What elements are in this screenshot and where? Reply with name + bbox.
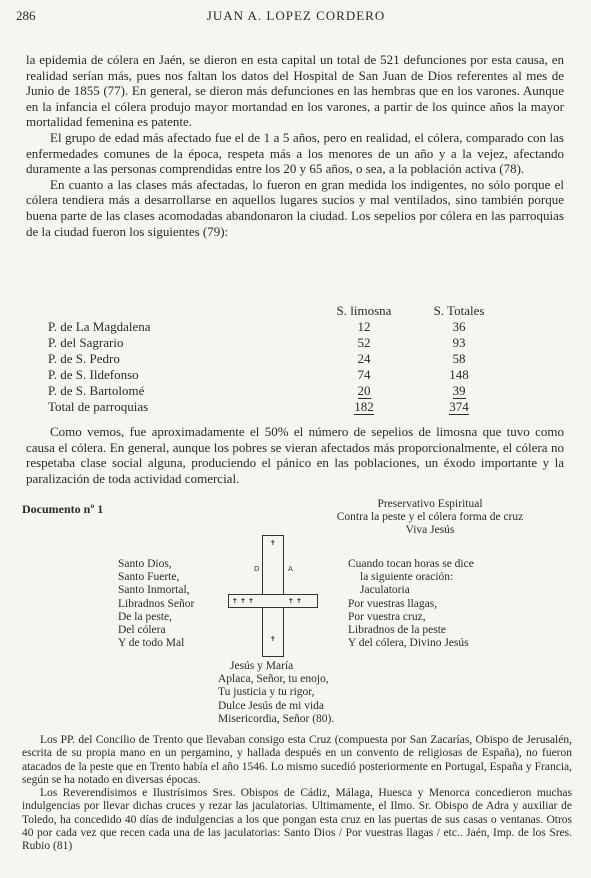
document-label: Documento nº 1 bbox=[22, 502, 104, 516]
table-cell: 52 bbox=[357, 335, 371, 350]
cross-icon: ✝ D A ✝ ✝ ✝ ✝ ✝ ✝ bbox=[228, 535, 318, 657]
paragraph-1: la epidemia de cólera en Jaén, se dieron en esta capital un total de 521 defunciones por esta causa, en realidad serían más, pues nos faltan los datos del Hospital de San Juan de Dios referentes al mes de Junio de 1855 (77). En general, se dieron más defunciones en las hembras que en los varones. Aunque en la infancia el cólera produjo mayor mortandad en los varones, a partir de los quince años la mayor mortalidad femenina es patente. bbox=[26, 52, 564, 130]
prayer-line: Santo Fuerte, bbox=[118, 571, 180, 584]
table-cell: 374 bbox=[449, 399, 469, 414]
body-text-after-table bbox=[26, 424, 564, 486]
paragraph-4: Como vemos, fue aproximadamente el 50% el número de sepelios de limosna que tuvo como causa el cólera. En general, aunque los pobres se vieran afectados más proporcionalmente, el cólera no respetaba clase social alguna, produciendo el pánico en las poblaciones, un éxodo importante y la paralización de toda actividad comercial. bbox=[26, 424, 564, 486]
table-cell: P. de La Magdalena bbox=[48, 319, 151, 334]
table-row bbox=[48, 335, 494, 351]
table-cell: 74 bbox=[357, 367, 371, 382]
table-cell: Total de parroquias bbox=[48, 399, 149, 414]
right-prayer bbox=[348, 558, 568, 650]
note-paragraph: Los Reverendísimos e Ilustrísimos Sres. Obispos de Cádiz, Málaga, Huesca y Menorca concedieron muchas indulgencias por llevar dichas cruces y rezar las jaculatorias. Ultimamente, el Ilmo. Sr. Obispo de Adra y auxiliar de Toledo, ha concedido 40 días de indulgencias a los que pongan esta cruz en las puertas de sus casas o ventanas. Otros 40 por cada vez que recen cada una de las jaculatorias: Santo Dios / Por vuestras llagas / etc.. Jaén, Imp. de los Sres. Rubio (81) bbox=[22, 787, 572, 853]
table-cell: 24 bbox=[357, 351, 371, 366]
prayer-line: Libradnos de la peste bbox=[348, 624, 447, 637]
table-header-row bbox=[48, 303, 494, 319]
document-title-line: Viva Jesús bbox=[405, 524, 455, 537]
table-cell: 36 bbox=[452, 319, 466, 334]
paragraph-3: En cuanto a las clases más afectadas, lo fueron en gran medida los indigentes, no sólo porque el cólera tendiera más a desarrollarse en aquellos lugares sucios y mal ventilados, sino también porque buena parte de las clases acomodadas abandonaron la ciudad. Los sepelios por cólera en las parroquias de la ciudad fueron los siguientes (79): bbox=[26, 176, 564, 239]
prayer-line: Dulce Jesús de mi vida bbox=[218, 699, 325, 712]
table-cell: 58 bbox=[452, 351, 466, 366]
table-cell: 182 bbox=[354, 399, 374, 414]
parish-burials-table bbox=[48, 303, 494, 415]
table-cell: 148 bbox=[449, 367, 469, 382]
prayer-line: Aplaca, Señor, tu enojo, bbox=[218, 673, 329, 686]
table-cell: 39 bbox=[452, 383, 466, 398]
table-header-cell: S. Totales bbox=[433, 303, 485, 318]
table-cell: 93 bbox=[452, 335, 466, 350]
table-cell: P. de S. Bartolomé bbox=[48, 383, 145, 398]
paragraph-2: El grupo de edad más afectado fue el de 1 a 5 años, pero en realidad, el cólera, comparado con las enfermedades comunes de la época, respeta más a los menores de un año y a la vejez, afectando duramente a las personas comprendidas entre los 20 y 65 años, o sea, a la población activa (78). bbox=[26, 129, 564, 177]
bottom-prayer bbox=[218, 660, 398, 726]
prayer-line: Santo Dios, bbox=[118, 558, 172, 570]
document-title-line: Preservativo Espiritual bbox=[377, 498, 483, 510]
table-header-cell: S. limosna bbox=[336, 303, 392, 318]
prayer-line: Santo Inmortal, bbox=[118, 584, 190, 597]
prayer-line: Jaculatoria bbox=[360, 584, 410, 597]
table-cell: P. del Sagrario bbox=[48, 335, 124, 350]
prayer-line: Misericordia, Señor (80). bbox=[218, 712, 335, 725]
table-cell: P. de S. Pedro bbox=[48, 351, 120, 366]
prayer-line: Y de todo Mal bbox=[118, 637, 185, 650]
prayer-line: Y del cólera, Divino Jesús bbox=[348, 637, 469, 650]
body-text bbox=[26, 52, 564, 239]
prayer-line: De la peste, bbox=[118, 610, 172, 623]
prayer-line: la siguiente oración: bbox=[360, 571, 454, 584]
prayer-line: Del cólera bbox=[118, 624, 166, 637]
table-cell: P. de S. Ildefonso bbox=[48, 367, 139, 382]
table-cell: 20 bbox=[357, 383, 371, 398]
document-title-line: Contra la peste y el cólera forma de cruz bbox=[336, 511, 524, 524]
prayer-line: Por vuestra cruz, bbox=[348, 610, 426, 623]
note-paragraph: Los PP. del Concilio de Trento que llevaban consigo esta Cruz (compuesta por San Zacarías, Obispo de Jerusalén, escrita de su propia mano en un pergamino, y hallada después en un convento de religiosas de España), no fueron atacados de la peste que en Trento había el año 1546. Lo mismo sucedió posteriormente en Portugal, España y Francia, según se ha notado en diversas épocas. bbox=[22, 734, 572, 786]
running-head: JUAN A. LOPEZ CORDERO bbox=[206, 8, 386, 23]
page-number: 286 bbox=[16, 8, 36, 23]
table-row bbox=[48, 319, 494, 335]
table-header-cell bbox=[48, 303, 304, 319]
table-row bbox=[48, 383, 494, 399]
table-row bbox=[48, 351, 494, 367]
prayer-line: Jesús y María bbox=[230, 660, 294, 672]
prayer-line: Tu justicia y tu rigor, bbox=[218, 686, 315, 699]
document-notes bbox=[22, 734, 572, 854]
page-header bbox=[16, 8, 576, 28]
prayer-line: Por vuestras llagas, bbox=[348, 597, 438, 610]
prayer-line: Cuando tocan horas se dice bbox=[348, 558, 474, 570]
left-prayer bbox=[118, 558, 228, 650]
document-title bbox=[300, 498, 560, 538]
prayer-line: Libradnos Señor bbox=[118, 597, 195, 610]
table-row bbox=[48, 367, 494, 383]
table-total-row bbox=[48, 399, 494, 415]
table-cell: 12 bbox=[357, 319, 371, 334]
